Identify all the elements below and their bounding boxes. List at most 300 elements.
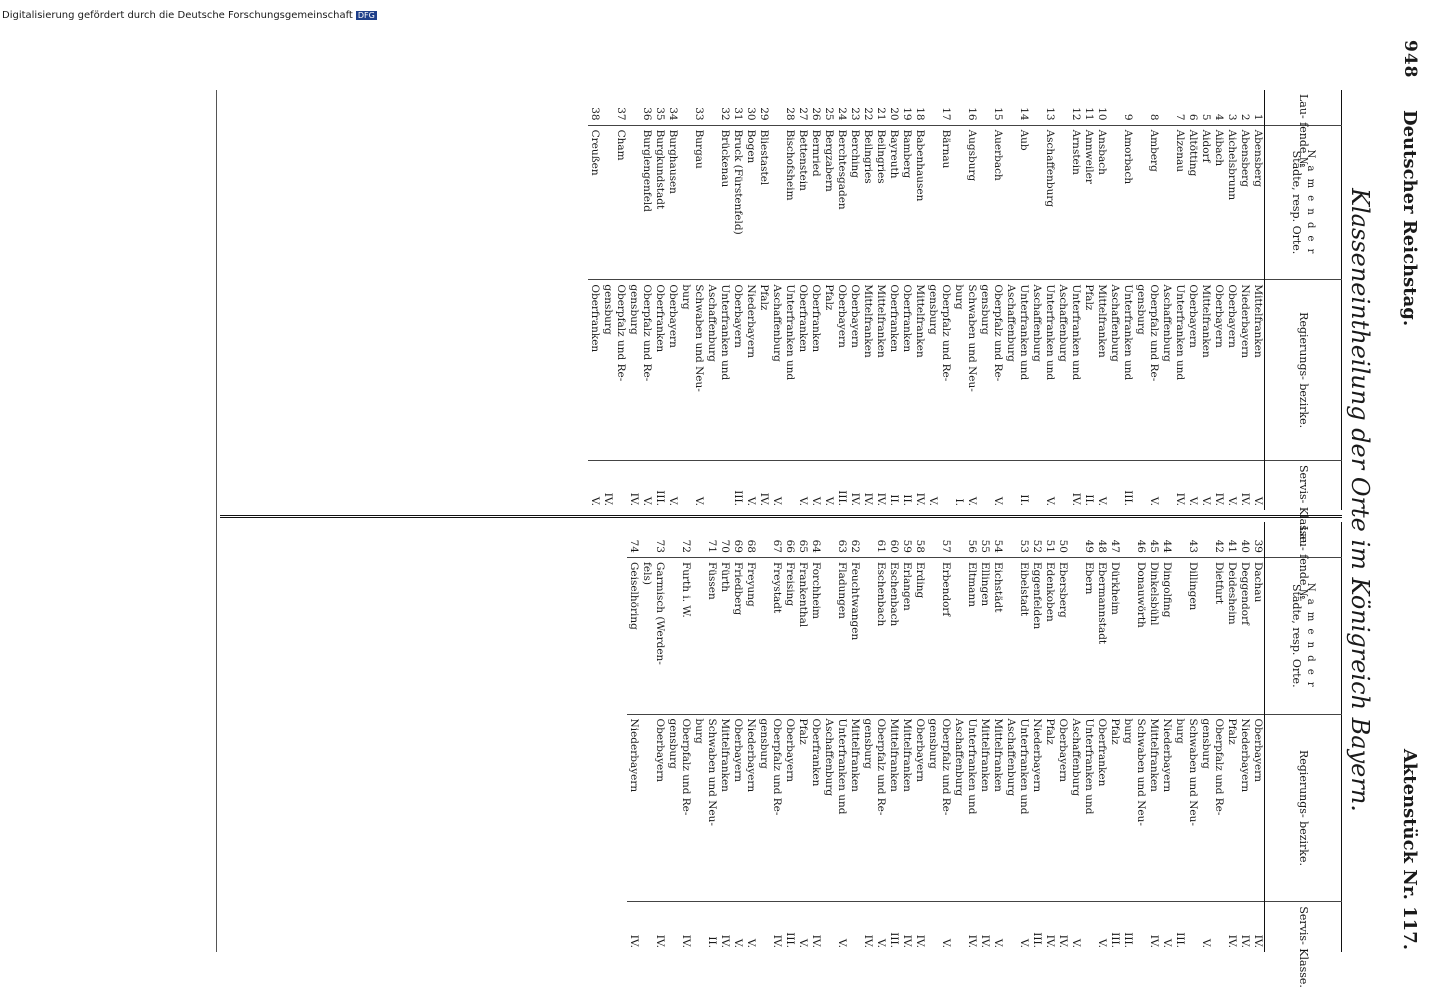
district-name: gensburg bbox=[978, 280, 991, 461]
place-name: Aichelsbrunn bbox=[1225, 125, 1238, 280]
table-row bbox=[1160, 90, 1173, 510]
row-number: 65 bbox=[796, 522, 809, 557]
place-name: Beilngries bbox=[861, 125, 874, 280]
row-number: 42 bbox=[1212, 522, 1225, 557]
class-value: IV. bbox=[654, 934, 666, 948]
district-name: Oberpfalz und Re- bbox=[614, 280, 627, 461]
place-name: Beilngries bbox=[874, 125, 887, 280]
district-name: Oberbayern bbox=[731, 280, 744, 461]
class-value: V. bbox=[1161, 938, 1173, 948]
class-value bbox=[1186, 902, 1199, 952]
class-value: V. bbox=[1226, 496, 1238, 506]
row-number: 32 bbox=[718, 90, 731, 125]
row-number bbox=[601, 90, 614, 125]
table-row bbox=[1004, 90, 1017, 510]
class-value: IV. bbox=[1057, 934, 1069, 948]
class-value: V. bbox=[1200, 938, 1212, 948]
class-value: IV. bbox=[914, 934, 926, 948]
place-name: Arnstein bbox=[1069, 125, 1082, 280]
class-value: IV. bbox=[1239, 492, 1251, 506]
row-number: 31 bbox=[731, 90, 744, 125]
row-number: 33 bbox=[692, 90, 705, 125]
row-number bbox=[1160, 90, 1173, 125]
table-row bbox=[679, 90, 692, 510]
table-row bbox=[1108, 90, 1121, 510]
place-name: Burglengenfeld bbox=[640, 125, 653, 280]
row-number: 70 bbox=[718, 522, 731, 557]
table-row bbox=[1251, 522, 1265, 952]
class-value: IV. bbox=[1148, 934, 1160, 948]
district-name: Oberbayern bbox=[1251, 714, 1265, 902]
table-row bbox=[874, 90, 887, 510]
document-title: Klasseneintheilung der Orte im Königreich Bayern. bbox=[1346, 188, 1374, 812]
place-name: Abensberg bbox=[1238, 125, 1251, 280]
table-row bbox=[744, 522, 757, 952]
district-name: Mittelfranken bbox=[1251, 280, 1265, 461]
district-name: Unterfranken und bbox=[1121, 280, 1134, 461]
district-name: Niederbayern bbox=[1160, 714, 1173, 902]
table-row bbox=[939, 522, 952, 952]
table-row bbox=[926, 90, 939, 510]
place-name: Bruck (Fürstenfeld) bbox=[731, 125, 744, 280]
place-name: Aub bbox=[1017, 125, 1030, 280]
class-value: IV. bbox=[810, 934, 822, 948]
class-value: IV. bbox=[901, 934, 913, 948]
row-number bbox=[1004, 90, 1017, 125]
class-value: V. bbox=[940, 938, 952, 948]
right-table bbox=[627, 522, 1342, 988]
district-name: Oberpfalz und Re- bbox=[939, 280, 952, 461]
place-name bbox=[601, 125, 614, 280]
class-value bbox=[1082, 902, 1095, 952]
place-name: Ellingen bbox=[978, 557, 991, 714]
district-name: Oberpfalz und Re- bbox=[640, 280, 653, 461]
table-row bbox=[978, 522, 991, 952]
class-value bbox=[1134, 902, 1147, 952]
place-name: Burghausen bbox=[666, 125, 679, 280]
class-value: IV. bbox=[1226, 934, 1238, 948]
class-value: IV. bbox=[979, 934, 991, 948]
row-number: 30 bbox=[744, 90, 757, 125]
row-number: 37 bbox=[614, 90, 627, 125]
row-number: 47 bbox=[1108, 522, 1121, 557]
class-value: III. bbox=[1174, 932, 1186, 948]
district-name: burg bbox=[1173, 714, 1186, 902]
row-number: 61 bbox=[874, 522, 887, 557]
table-row bbox=[887, 522, 900, 952]
district-name: Unterfranken und bbox=[1017, 714, 1030, 902]
digitization-note bbox=[2, 10, 377, 21]
place-name: Fürth bbox=[718, 557, 731, 714]
table-row bbox=[1121, 522, 1134, 952]
center-divider bbox=[220, 515, 1342, 518]
row-number: 36 bbox=[640, 90, 653, 125]
place-name: Aschaffenburg bbox=[1043, 125, 1056, 280]
dfg-logo: DFG bbox=[357, 11, 375, 20]
table-row bbox=[887, 90, 900, 510]
district-name: Mittelfranken bbox=[887, 714, 900, 902]
district-name: Oberfranken bbox=[887, 280, 900, 461]
place-name: Dingolfing bbox=[1160, 557, 1173, 714]
row-number bbox=[822, 522, 835, 557]
class-value: IV. bbox=[914, 492, 926, 506]
row-number: 43 bbox=[1186, 522, 1199, 557]
row-number: 64 bbox=[809, 522, 822, 557]
row-number: 15 bbox=[991, 90, 1004, 125]
class-value bbox=[822, 902, 835, 952]
class-value: III. bbox=[1109, 932, 1121, 948]
table-row bbox=[1017, 90, 1030, 510]
table-row bbox=[1017, 522, 1030, 952]
row-number bbox=[1173, 522, 1186, 557]
place-name bbox=[1160, 125, 1173, 280]
place-name: Augsburg bbox=[965, 125, 978, 280]
table-row bbox=[666, 522, 679, 952]
place-name bbox=[861, 557, 874, 714]
class-value: IV. bbox=[680, 934, 692, 948]
table-row bbox=[965, 90, 978, 510]
row-number: 26 bbox=[809, 90, 822, 125]
place-name: Bogen bbox=[744, 125, 757, 280]
row-number: 54 bbox=[991, 522, 1004, 557]
class-value: IV. bbox=[1174, 492, 1186, 506]
place-name: Bischofsheim bbox=[783, 125, 796, 280]
row-number: 13 bbox=[1043, 90, 1056, 125]
left-table-body bbox=[588, 90, 1265, 510]
class-value: V. bbox=[771, 496, 783, 506]
row-number bbox=[952, 522, 965, 557]
row-number: 45 bbox=[1147, 522, 1160, 557]
place-name bbox=[1004, 557, 1017, 714]
table-row bbox=[874, 522, 887, 952]
class-value: IV. bbox=[1252, 934, 1264, 948]
row-number: 34 bbox=[666, 90, 679, 125]
table-row bbox=[1251, 90, 1265, 510]
district-name: Unterfranken und bbox=[1173, 280, 1186, 461]
table-row bbox=[757, 522, 770, 952]
district-name: Aschaffenburg bbox=[1108, 280, 1121, 461]
table-row bbox=[1030, 90, 1043, 510]
district-name: gensburg bbox=[601, 280, 614, 461]
district-name: Oberbayern bbox=[666, 280, 679, 461]
class-value bbox=[640, 902, 653, 952]
place-name: Eibelstadt bbox=[1017, 557, 1030, 714]
place-name: Geiselhöring bbox=[627, 557, 640, 714]
table-row bbox=[1238, 90, 1251, 510]
table-row bbox=[1134, 522, 1147, 952]
row-number: 72 bbox=[679, 522, 692, 557]
place-name: Freyung bbox=[744, 557, 757, 714]
header-class-right: Servis- Klasse. bbox=[1265, 902, 1342, 952]
table-row bbox=[848, 522, 861, 952]
district-name: Aschaffenburg bbox=[1030, 280, 1043, 461]
class-value: V. bbox=[1096, 496, 1108, 506]
row-number: 4 bbox=[1212, 90, 1225, 125]
row-number: 38 bbox=[588, 90, 601, 125]
class-value bbox=[614, 460, 627, 510]
class-value: I. bbox=[953, 498, 965, 506]
row-number bbox=[640, 522, 653, 557]
place-name: Alzenau bbox=[1173, 125, 1186, 280]
class-value: III. bbox=[784, 932, 796, 948]
row-number: 22 bbox=[861, 90, 874, 125]
place-name: Ebermannstadt bbox=[1095, 557, 1108, 714]
row-number bbox=[1069, 522, 1082, 557]
class-value: II. bbox=[1018, 494, 1030, 506]
place-name: Dachau bbox=[1251, 557, 1265, 714]
district-name: Mittelfranken bbox=[913, 280, 926, 461]
district-name: Pfalz bbox=[796, 714, 809, 902]
table-row bbox=[1238, 522, 1251, 952]
class-value: IV. bbox=[1044, 934, 1056, 948]
table-row bbox=[1056, 522, 1069, 952]
row-number: 60 bbox=[887, 522, 900, 557]
place-name: Annweiler bbox=[1082, 125, 1095, 280]
district-name: Oberbayern bbox=[835, 280, 848, 461]
right-table-block bbox=[220, 522, 1342, 988]
table-row bbox=[1043, 522, 1056, 952]
district-name: Oberpfalz und Re- bbox=[991, 280, 1004, 461]
table-row bbox=[1004, 522, 1017, 952]
table-row bbox=[692, 90, 705, 510]
class-value: V. bbox=[823, 496, 835, 506]
district-name: Schwaben und Neu- bbox=[1134, 714, 1147, 902]
district-name: Mittelfranken bbox=[900, 714, 913, 902]
district-name: Mittelfranken bbox=[1147, 714, 1160, 902]
table-row bbox=[991, 90, 1004, 510]
place-name: Füssen bbox=[705, 557, 718, 714]
table-row bbox=[900, 90, 913, 510]
district-name: Oberfranken bbox=[809, 280, 822, 461]
row-number: 74 bbox=[627, 522, 640, 557]
table-row bbox=[679, 522, 692, 952]
district-name: burg bbox=[952, 280, 965, 461]
class-value: III. bbox=[1122, 490, 1134, 506]
class-value bbox=[783, 460, 796, 510]
place-name: Dinkelsbühl bbox=[1147, 557, 1160, 714]
class-value bbox=[1108, 460, 1121, 510]
place-name bbox=[1030, 125, 1043, 280]
row-number: 17 bbox=[939, 90, 952, 125]
table-row bbox=[952, 522, 965, 952]
class-value: V. bbox=[1200, 496, 1212, 506]
table-row bbox=[783, 522, 796, 952]
table-row bbox=[1186, 90, 1199, 510]
header-num-right: Lau- fende № bbox=[1265, 522, 1342, 557]
place-name: Forchheim bbox=[809, 557, 822, 714]
district-name: Mittelfranken bbox=[874, 280, 887, 461]
table-row bbox=[731, 90, 744, 510]
place-name: Friedberg bbox=[731, 557, 744, 714]
district-name: gensburg bbox=[926, 280, 939, 461]
district-name: Oberbayern bbox=[1186, 280, 1199, 461]
running-head bbox=[1399, 110, 1420, 950]
place-name: Dillingen bbox=[1186, 557, 1199, 714]
class-value bbox=[1004, 902, 1017, 952]
place-name: Berchtesgaden bbox=[835, 125, 848, 280]
class-value: V. bbox=[810, 496, 822, 506]
header-district: Regierungs- bezirke. bbox=[1265, 280, 1342, 461]
class-value: IV. bbox=[875, 492, 887, 506]
table-row bbox=[640, 90, 653, 510]
table-row bbox=[1030, 522, 1043, 952]
district-name: burg bbox=[692, 714, 705, 902]
row-number: 41 bbox=[1225, 522, 1238, 557]
row-number bbox=[679, 90, 692, 125]
class-value bbox=[1004, 460, 1017, 510]
row-number: 68 bbox=[744, 522, 757, 557]
class-value: V. bbox=[1018, 938, 1030, 948]
row-number: 11 bbox=[1082, 90, 1095, 125]
place-name bbox=[926, 125, 939, 280]
table-row bbox=[718, 90, 731, 510]
header-place: N a m e n d e r Städte, resp. Orte. bbox=[1265, 125, 1342, 280]
class-value: IV. bbox=[1239, 934, 1251, 948]
table-row bbox=[1082, 90, 1095, 510]
place-name: Fladungen bbox=[835, 557, 848, 714]
district-name: Niederbayern bbox=[1238, 714, 1251, 902]
row-number: 53 bbox=[1017, 522, 1030, 557]
row-number: 21 bbox=[874, 90, 887, 125]
place-name bbox=[978, 125, 991, 280]
table-row bbox=[1225, 522, 1238, 952]
class-value: V. bbox=[745, 938, 757, 948]
class-value bbox=[1160, 460, 1173, 510]
row-number: 23 bbox=[848, 90, 861, 125]
table-row bbox=[666, 90, 679, 510]
table-row bbox=[744, 90, 757, 510]
district-name: Unterfranken und bbox=[1069, 280, 1082, 461]
row-number bbox=[705, 90, 718, 125]
row-number bbox=[1030, 90, 1043, 125]
table-row bbox=[822, 90, 835, 510]
right-table-body bbox=[627, 522, 1265, 952]
place-name: Creußen bbox=[588, 125, 601, 280]
class-value: V. bbox=[836, 938, 848, 948]
row-number: 9 bbox=[1121, 90, 1134, 125]
table-row bbox=[692, 522, 705, 952]
district-name: gensburg bbox=[1134, 280, 1147, 461]
district-name: Oberpfalz und Re- bbox=[770, 714, 783, 902]
class-value: IV. bbox=[771, 934, 783, 948]
district-name: Schwaben und Neu- bbox=[692, 280, 705, 461]
row-number: 24 bbox=[835, 90, 848, 125]
place-name: Feuchtwangen bbox=[848, 557, 861, 714]
place-name bbox=[1056, 125, 1069, 280]
class-value bbox=[952, 902, 965, 952]
place-name: Eggenfelden bbox=[1030, 557, 1043, 714]
place-name: Aibach bbox=[1212, 125, 1225, 280]
table-row bbox=[640, 522, 653, 952]
class-value: IV. bbox=[628, 492, 640, 506]
place-name bbox=[1134, 125, 1147, 280]
district-name: Oberfranken bbox=[900, 280, 913, 461]
header-class: Servis- Klasse. bbox=[1265, 460, 1342, 510]
table-row bbox=[601, 90, 614, 510]
row-number: 58 bbox=[913, 522, 926, 557]
district-name: Oberbayern bbox=[1056, 714, 1069, 902]
place-name: Edenkoben bbox=[1043, 557, 1056, 714]
row-number bbox=[627, 90, 640, 125]
class-value: III. bbox=[1122, 932, 1134, 948]
table-row bbox=[1147, 90, 1160, 510]
place-name bbox=[1069, 557, 1082, 714]
district-name: Mittelfranken bbox=[718, 714, 731, 902]
table-row bbox=[1056, 90, 1069, 510]
table-row bbox=[1160, 522, 1173, 952]
district-name: Mittelfranken bbox=[991, 714, 1004, 902]
district-name: Pfalz bbox=[1225, 714, 1238, 902]
district-name: gensburg bbox=[1199, 714, 1212, 902]
class-value bbox=[926, 902, 939, 952]
row-number: 7 bbox=[1173, 90, 1186, 125]
table-row bbox=[913, 522, 926, 952]
place-name: Burgau bbox=[692, 125, 705, 280]
table-row bbox=[1069, 90, 1082, 510]
row-number: 69 bbox=[731, 522, 744, 557]
row-number: 12 bbox=[1069, 90, 1082, 125]
place-name: Bergzabern bbox=[822, 125, 835, 280]
place-name: Erding bbox=[913, 557, 926, 714]
table-row bbox=[1134, 90, 1147, 510]
district-name: Unterfranken und bbox=[965, 714, 978, 902]
district-name: Pfalz bbox=[1108, 714, 1121, 902]
place-name: Erlangen bbox=[900, 557, 913, 714]
place-name: Ebern bbox=[1082, 557, 1095, 714]
district-name: gensburg bbox=[861, 714, 874, 902]
table-row bbox=[926, 522, 939, 952]
table-row bbox=[783, 90, 796, 510]
place-name: Aidorf bbox=[1199, 125, 1212, 280]
table-row bbox=[1069, 522, 1082, 952]
header-district-right: Regierungs- bezirke. bbox=[1265, 714, 1342, 902]
district-name: Niederbayern bbox=[744, 714, 757, 902]
district-name: Pfalz bbox=[757, 280, 770, 461]
header-num: Lau- fende № bbox=[1265, 90, 1342, 125]
row-number bbox=[1004, 522, 1017, 557]
row-number: 27 bbox=[796, 90, 809, 125]
table-row bbox=[978, 90, 991, 510]
row-number: 59 bbox=[900, 522, 913, 557]
place-name: Freising bbox=[783, 557, 796, 714]
place-name bbox=[1173, 557, 1186, 714]
table-row bbox=[822, 522, 835, 952]
class-value: V. bbox=[1044, 496, 1056, 506]
row-number bbox=[770, 90, 783, 125]
district-name: gensburg bbox=[627, 280, 640, 461]
class-value: II. bbox=[901, 494, 913, 506]
place-name bbox=[952, 557, 965, 714]
row-number bbox=[1108, 90, 1121, 125]
district-name: Pfalz bbox=[1043, 714, 1056, 902]
class-value: V. bbox=[797, 938, 809, 948]
district-name: Unterfranken und bbox=[1043, 280, 1056, 461]
row-number bbox=[861, 522, 874, 557]
district-name: Aschaffenburg bbox=[705, 280, 718, 461]
district-name: Niederbayern bbox=[1030, 714, 1043, 902]
district-name: Aschaffenburg bbox=[1069, 714, 1082, 902]
class-value: V. bbox=[966, 496, 978, 506]
place-name: Garmisch (Werden- bbox=[653, 557, 666, 714]
class-value: IV. bbox=[628, 934, 640, 948]
class-value: V. bbox=[1148, 496, 1160, 506]
district-name: Mittelfranken bbox=[861, 280, 874, 461]
district-name: Niederbayern bbox=[744, 280, 757, 461]
digitization-text: Digitalisierung gefördert durch die Deutsche Forschungsgemeinschaft bbox=[2, 10, 353, 21]
class-value: II. bbox=[1083, 494, 1095, 506]
row-number bbox=[1199, 522, 1212, 557]
place-name: Frankenthal bbox=[796, 557, 809, 714]
